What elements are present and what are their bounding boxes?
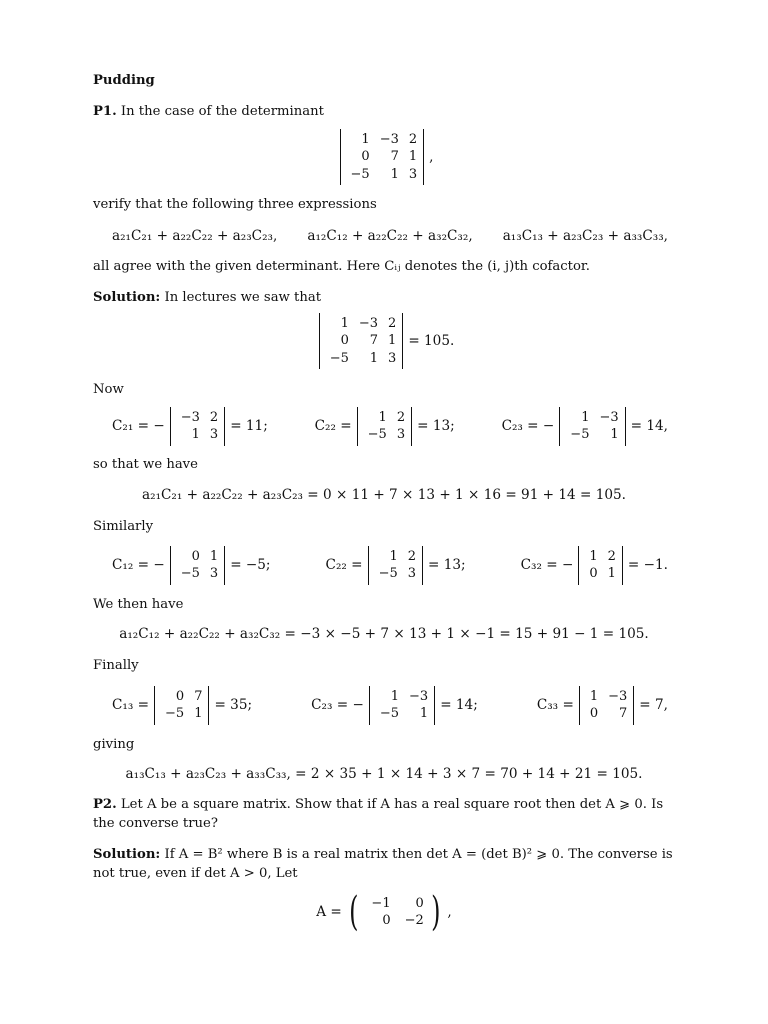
heading: Pudding (93, 73, 155, 88)
cofactor-c23-again (311, 686, 478, 725)
cofactor-lhs: C₂₂ = (325, 557, 363, 573)
det-cell: −5 (329, 350, 349, 366)
cofactor-rhs: = 11; (230, 418, 268, 434)
det-cell: −3 (379, 131, 399, 147)
p1-verify: verify that the following three expressions (93, 197, 377, 212)
det-cell: 2 (407, 548, 417, 564)
det-cell: −5 (570, 427, 590, 442)
det-cell: −3 (608, 688, 628, 704)
det-cell: 2 (607, 548, 616, 564)
matrix-cell: −2 (404, 913, 424, 928)
det-cell: 2 (396, 409, 406, 425)
right-paren-icon: ) (430, 889, 441, 935)
det-2x2 (369, 686, 435, 725)
matrix-cell: −1 (371, 895, 391, 911)
cofactor-rhs: = 14; (440, 697, 478, 713)
cofactor-lhs: C₁₃ = (112, 697, 150, 713)
p1-intro (93, 102, 683, 121)
cofactor-lhs: C₂₃ = − (501, 418, 555, 434)
sol1-giving: giving (93, 737, 135, 752)
cofactors-row-2 (0, 545, 768, 585)
sol1-finally: Finally (93, 658, 139, 673)
det-2x2 (154, 686, 209, 725)
det-cell: 3 (408, 166, 418, 182)
det-cell: 7 (619, 706, 628, 721)
sol2-text (93, 845, 683, 883)
det-cell: 3 (396, 427, 406, 442)
cofactor-rhs: = 13; (417, 418, 455, 434)
matrix-suffix: , (447, 904, 452, 920)
det-cell: 0 (191, 548, 200, 564)
det-cell: 1 (209, 548, 219, 564)
det-cell: 2 (388, 315, 397, 331)
det-cell: 1 (610, 427, 619, 442)
sol1-similarly: Similarly (93, 519, 154, 534)
det-2x2 (559, 407, 625, 446)
det-cell: 1 (194, 706, 203, 721)
det-cell: 1 (191, 427, 200, 442)
det-cell: 1 (388, 333, 397, 349)
sol1-intro-text: In lectures we saw that (164, 290, 321, 305)
left-paren-icon: ( (348, 889, 359, 935)
cofactor-rhs: = 14, (630, 418, 668, 434)
matrix-lhs: A = (316, 904, 342, 920)
det-suffix: , (429, 149, 434, 165)
cofactor-c22-again (326, 546, 466, 585)
matrix-cell: 0 (382, 913, 391, 928)
det-cell: 2 (408, 131, 418, 147)
det-cell: −5 (165, 706, 185, 721)
matrix-2x2 (346, 889, 444, 935)
cofactors-row-3 (0, 685, 768, 725)
det-cell: 1 (581, 409, 590, 425)
cofactor-c23 (502, 407, 668, 446)
det-3x3 (319, 313, 404, 370)
sol1-intro (93, 288, 683, 307)
cofactor-lhs: C₂₂ = (314, 418, 352, 434)
det-2x2 (368, 546, 423, 585)
expression-3: a₁₃C₁₃ + a₂₃C₂₃ + a₃₃C₃₃, (502, 228, 668, 244)
det-cell: −3 (180, 409, 200, 425)
det-cell: 1 (589, 548, 598, 564)
det-cell: 1 (408, 149, 418, 165)
det-cell: 1 (369, 350, 379, 366)
cofactors-row-1 (0, 406, 768, 446)
cofactor-lhs: C₁₂ = − (112, 557, 165, 573)
cofactor-c22 (315, 407, 455, 446)
det-cell: −3 (358, 315, 379, 331)
det-cell: 3 (209, 427, 219, 442)
p2-label: P2. (93, 797, 117, 812)
det-cell: 3 (407, 566, 417, 581)
expression-2: a₁₂C₁₂ + a₂₂C₂₂ + a₃₂C₃₂, (307, 228, 473, 244)
det-cell: −5 (367, 427, 387, 442)
sol1-then: We then have (93, 597, 184, 612)
sol1-so: so that we have (93, 457, 198, 472)
det-2x2 (578, 546, 623, 585)
cofactor-lhs: C₃₂ = − (520, 557, 574, 573)
sol1-determinant (0, 312, 768, 370)
det-cell: 7 (390, 149, 399, 165)
sum-3 (0, 764, 768, 784)
det-cell: 1 (340, 315, 349, 331)
p2-text (93, 795, 683, 833)
cofactor-c33 (537, 686, 668, 725)
cofactor-lhs: C₃₃ = (536, 697, 574, 713)
cofactor-rhs: = 7, (639, 697, 668, 713)
sol1-label: Solution: (93, 290, 161, 305)
cofactor-rhs: = 13; (428, 557, 466, 573)
sol2-matrix (0, 890, 768, 934)
det-cell: 0 (340, 333, 349, 349)
det-cell: 0 (589, 706, 599, 721)
det-cell: 1 (390, 166, 399, 182)
matrix-cell: 0 (415, 895, 424, 911)
det-cell: 2 (209, 409, 219, 425)
sol2-body: If A = B² where B is a real matrix then det A = (det B)² ⩾ 0. The converse is not true, even if det A > 0, Let (93, 847, 673, 881)
det-2x2 (170, 407, 225, 446)
det-cell: 1 (390, 688, 400, 704)
det-cell: 0 (361, 149, 370, 165)
det-cell: 1 (389, 548, 398, 564)
det-cell: −5 (379, 706, 400, 721)
sol1-now: Now (93, 382, 124, 397)
matrix-body (361, 895, 427, 930)
cofactor-rhs: = −1. (627, 557, 668, 573)
det-cell: 3 (209, 566, 219, 581)
det-cell: −5 (180, 566, 200, 581)
sum-2 (0, 624, 768, 644)
p1-agree: all agree with the given determinant. Here Cᵢⱼ denotes the (i, j)th cofactor. (93, 259, 590, 274)
cofactor-rhs: = 35; (214, 697, 253, 713)
det-cell: 1 (378, 409, 387, 425)
det-cell: 1 (419, 706, 429, 721)
det-cell: 0 (589, 566, 598, 581)
p1-determinant (0, 128, 768, 186)
det-2x2 (357, 407, 412, 446)
cofactor-rhs: = −5; (230, 557, 271, 573)
det-cell: 3 (388, 350, 397, 366)
det-cell: 0 (175, 688, 185, 704)
cofactor-c13 (112, 686, 252, 725)
cofactor-lhs: C₂₁ = − (112, 418, 165, 434)
det-cell: 1 (589, 688, 599, 704)
cofactor-c32 (521, 546, 668, 585)
det-3x3 (340, 129, 425, 186)
cofactor-lhs: C₂₃ = − (311, 697, 364, 713)
det-cell: −3 (409, 688, 429, 704)
det-2x2 (170, 546, 225, 585)
det-cell: −5 (378, 566, 398, 581)
det-cell: −3 (599, 409, 619, 425)
det-cell: 1 (607, 566, 616, 581)
p1-label: P1. (93, 104, 117, 119)
det-cell: 7 (194, 688, 203, 704)
cofactor-c21 (112, 407, 268, 446)
sum-3-text: a₁₃C₁₃ + a₂₃C₂₃ + a₃₃C₃₃, = 2 × 35 + 1 × 14 + 3 × 7 = 70 + 14 + 21 = 105. (125, 766, 643, 782)
sum-2-text: a₁₂C₁₂ + a₂₂C₂₂ + a₃₂C₃₂ = −3 × −5 + 7 × 13 + 1 × −1 = 15 + 91 − 1 = 105. (119, 626, 649, 642)
p2-body: Let A be a square matrix. Show that if A has a real square root then det A ⩾ 0. Is the converse true? (93, 797, 664, 831)
p1-expressions (0, 226, 768, 246)
expression-1: a₂₁C₂₁ + a₂₂C₂₂ + a₂₃C₂₃, (112, 228, 278, 244)
sum-1-text: a₂₁C₂₁ + a₂₂C₂₂ + a₂₃C₂₃ = 0 × 11 + 7 × 13 + 1 × 16 = 91 + 14 = 105. (142, 487, 626, 503)
p1-intro-text: In the case of the determinant (120, 104, 324, 119)
det-result: = 105. (408, 333, 455, 349)
det-cell: 7 (369, 333, 379, 349)
cofactor-c12 (112, 546, 271, 585)
det-cell: −5 (350, 166, 370, 182)
sum-1 (0, 485, 768, 505)
sol2-label: Solution: (93, 847, 161, 862)
det-cell: 1 (361, 131, 370, 147)
det-2x2 (579, 686, 634, 725)
